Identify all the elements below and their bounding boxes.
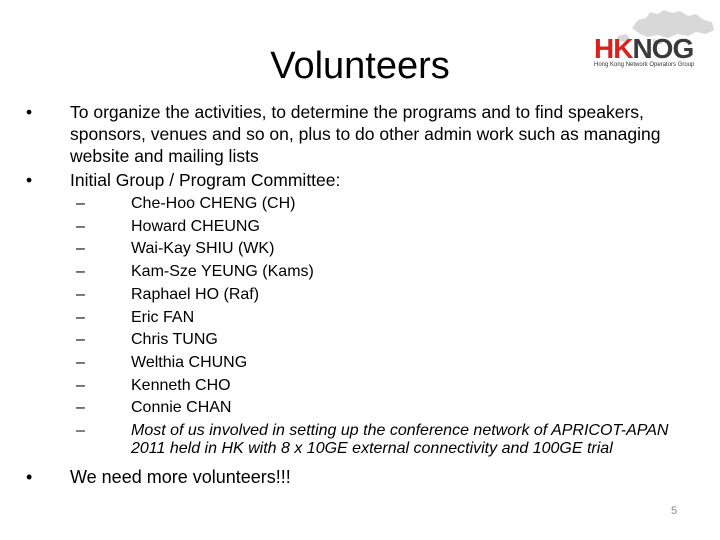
- member-item: [26, 193, 686, 216]
- member-name: Eric FAN: [131, 308, 195, 326]
- member-item: [26, 307, 686, 330]
- bullet-text-call-to-action: We need more volunteers!!!: [70, 467, 291, 488]
- member-item: [26, 261, 686, 284]
- member-name: Raphael HO (Raf): [131, 285, 260, 303]
- dash-icon: –: [76, 308, 85, 326]
- logo-wordmark: [594, 34, 693, 64]
- bullet-item: [26, 466, 686, 488]
- bullet-icon: •: [26, 102, 33, 122]
- slide-title: Volunteers: [270, 45, 450, 87]
- bullet-text: To organize the activities, to determine the programs and to find speakers, sponsors, venues and so on, plus to do other admin work such as managing website and mailing lists: [70, 102, 661, 166]
- committee-member-list: [26, 193, 686, 458]
- dash-icon: –: [76, 376, 85, 394]
- member-name: Kenneth CHO: [131, 376, 231, 394]
- member-name: Connie CHAN: [131, 399, 232, 417]
- dash-icon: –: [76, 263, 85, 281]
- slide-body: [26, 101, 686, 490]
- dash-icon: –: [76, 195, 85, 212]
- bullet-item: [26, 101, 686, 167]
- bullet-icon: •: [26, 170, 33, 190]
- member-name: Welthia CHUNG: [131, 353, 248, 371]
- dash-icon: –: [76, 399, 85, 417]
- member-note: [26, 422, 691, 458]
- member-item: [26, 352, 686, 375]
- bullet-icon: •: [26, 467, 33, 488]
- member-item: [26, 216, 686, 239]
- dash-icon: –: [76, 331, 85, 349]
- member-item: [26, 397, 686, 420]
- hknog-logo: [592, 8, 716, 70]
- member-item: [26, 238, 686, 261]
- member-name: Howard CHEUNG: [131, 217, 260, 235]
- logo-hk: HK: [594, 33, 633, 64]
- logo-tagline: Hong Kong Network Operators Group: [594, 62, 695, 68]
- dash-icon: –: [76, 240, 85, 258]
- member-name: Che-Hoo CHENG (CH): [131, 195, 296, 212]
- note-text: Most of us involved in setting up the conference network of APRICOT-APAN 2011 held in HK with 8 x 10GE external connectivity and 100GE trial: [131, 422, 669, 458]
- member-name: Kam-Sze YEUNG (Kams): [131, 263, 314, 281]
- member-item: [26, 329, 686, 352]
- dash-icon: –: [76, 422, 85, 440]
- member-item: [26, 375, 686, 398]
- bullet-item: [26, 169, 686, 191]
- page-number: 5: [670, 505, 678, 517]
- dash-icon: –: [76, 353, 85, 371]
- member-name: Wai-Kay SHIU (WK): [131, 240, 275, 258]
- logo-nog: NOG: [632, 33, 694, 64]
- member-name: Chris TUNG: [131, 331, 218, 349]
- bullet-text: Initial Group / Program Committee:: [70, 170, 341, 190]
- dash-icon: –: [76, 285, 85, 303]
- member-item: [26, 284, 686, 307]
- dash-icon: –: [76, 217, 85, 235]
